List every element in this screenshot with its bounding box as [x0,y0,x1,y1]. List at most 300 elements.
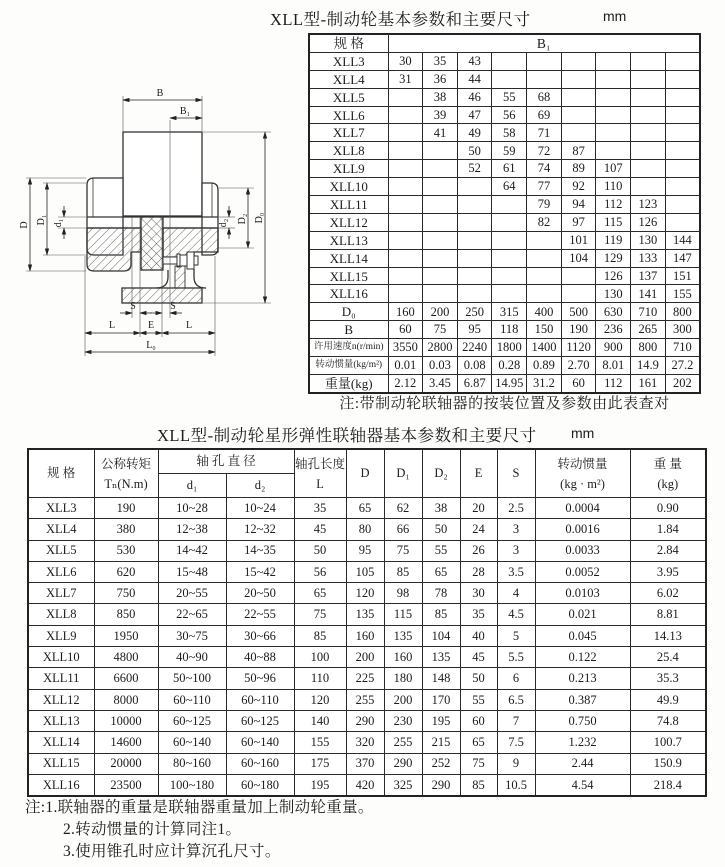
row-label: XLL7 [309,124,388,142]
weight-header-line1: 重 量 [653,456,682,471]
col-header-D2: D₂ [422,449,460,498]
table-cell: 52 [457,160,492,178]
table-cell: 4 [497,583,535,604]
table-cell: 135 [384,625,422,646]
row-label: XLL6 [28,561,94,582]
table-cell: 95 [457,321,492,339]
spec-header: 规 格 [309,34,388,52]
table-cell: 75 [423,321,458,339]
table-cell: 65 [460,732,497,753]
table-cell: 190 [561,321,596,339]
table-cell: 39 [423,106,458,124]
table-row [309,106,700,124]
table-cell: 7 [497,710,535,731]
table-cell: 900 [596,339,631,357]
table-cell: 60~110 [158,689,226,710]
table-cell: 3.45 [423,374,458,392]
table-row [28,689,706,710]
col-header-bore-dia: 轴 孔 直 径 [158,449,294,474]
dim-label-D0: D₀ [254,212,265,224]
table-cell: 126 [631,213,666,231]
table-cell [457,267,492,285]
row-label: XLL10 [28,647,94,668]
inertia-header-line2: (kg · m²) [560,476,605,491]
table-cell: 79 [527,196,562,214]
table-cell: 630 [596,303,631,321]
table-cell: 60 [561,374,596,392]
table-cell: 290 [346,710,384,731]
table-cell [596,52,631,70]
table-row [309,357,700,375]
table-cell: 36 [423,70,458,88]
table-cell: 8.81 [630,604,706,625]
table-cell: 850 [94,604,158,625]
table-cell: 55 [492,88,527,106]
table-cell: 49.9 [630,689,706,710]
table-cell: 60~110 [226,689,294,710]
table-cell: 55 [460,689,497,710]
table-cell [527,70,562,88]
table-cell [492,52,527,70]
table-cell [492,213,527,231]
table-cell: 0.045 [535,625,630,646]
table-cell: 420 [346,774,384,796]
table-cell: 160 [388,303,423,321]
table-cell [665,106,700,124]
table-cell [527,231,562,249]
table-cell: 60~140 [226,732,294,753]
table-cell: 25.4 [630,647,706,668]
table-cell: 0.28 [492,357,527,375]
table-cell: 68 [527,88,562,106]
table-cell: 59 [492,142,527,160]
table-cell: 151 [665,267,700,285]
table-cell: 0.122 [535,647,630,668]
table-cell: 85 [384,561,422,582]
table-cell: 23500 [94,774,158,796]
table-cell: 110 [596,178,631,196]
table-cell: 45 [294,519,346,540]
table-cell: 1.232 [535,732,630,753]
table-cell: 160 [346,625,384,646]
table-cell [596,142,631,160]
table-cell: 200 [346,647,384,668]
table-cell: 150 [527,321,562,339]
table-cell: 190 [94,498,158,519]
table-cell [527,267,562,285]
table-cell: 49 [457,124,492,142]
dim-label-S-left: S [130,301,136,312]
table-cell: 31.2 [527,374,562,392]
table-cell: 30~66 [226,625,294,646]
table-cell: 10~28 [158,498,226,519]
table-cell: 64 [492,178,527,196]
table-row [309,178,700,196]
table-cell: 60 [388,321,423,339]
table-cell: 620 [94,561,158,582]
table-cell: 5.5 [497,647,535,668]
table-cell: 28 [460,561,497,582]
table-cell [388,249,423,267]
dim-label-S-right: S [170,301,176,312]
table-cell: 38 [423,88,458,106]
table-cell [423,231,458,249]
row-label: XLL12 [309,213,388,231]
table-cell: 30~75 [158,625,226,646]
table-cell [665,52,700,70]
table-cell: 60~180 [226,774,294,796]
table-cell: 20 [460,498,497,519]
table-cell: 80 [346,519,384,540]
brake-wheel-params-table [308,33,701,394]
table-cell: 710 [631,303,666,321]
table-cell [561,267,596,285]
table-row [309,124,700,142]
table-cell [457,213,492,231]
table-cell [457,285,492,303]
table-cell: 85 [460,774,497,796]
footnote-3: 3.使用锥孔时应计算沉孔尺寸。 [63,843,281,860]
table-cell: 200 [384,689,422,710]
table-cell: 38 [422,498,460,519]
row-label: XLL10 [309,178,388,196]
table-cell: 41 [423,124,458,142]
table-cell [423,178,458,196]
table-cell: 123 [631,196,666,214]
table-cell: 72 [527,142,562,160]
table-cell [388,213,423,231]
table-cell: 35 [423,52,458,70]
table-cell [492,196,527,214]
table-row [309,52,700,70]
row-label: 许用速度n(r/min) [309,339,388,357]
table-cell: 20~55 [158,583,226,604]
weight-header-line2: (kg) [657,476,679,491]
table-cell: 530 [94,540,158,561]
table-cell [665,178,700,196]
torque-header-line2: Tₙ(N.m) [104,476,148,491]
table-cell: 3 [497,519,535,540]
table-cell: 129 [596,249,631,267]
bore-length-header-line2: L [316,476,324,491]
table-cell: 126 [596,267,631,285]
table1-title: XLL型-制动轮基本参数和主要尺寸 [270,10,531,29]
table-cell: 218.4 [630,774,706,796]
table-cell: 3.5 [497,561,535,582]
table-cell: 14~42 [158,540,226,561]
table-cell [388,231,423,249]
col-header-spec: 规 格 [28,449,94,498]
table-header-row-1 [28,449,706,474]
col-header-torque [94,449,158,498]
table-cell: 155 [294,732,346,753]
table-cell [388,267,423,285]
table-cell: 0.387 [535,689,630,710]
table-cell: 120 [294,689,346,710]
table-cell: 236 [596,321,631,339]
table-cell: 120 [346,583,384,604]
table-cell: 44 [457,70,492,88]
footnotes [25,797,374,863]
table-cell: 15~48 [158,561,226,582]
table-cell [527,249,562,267]
table-cell [492,249,527,267]
row-label: XLL11 [28,668,94,689]
table-cell: 95 [346,540,384,561]
bore-length-header-line1: 轴孔长度 [295,456,346,471]
table-row [309,285,700,303]
table-cell: 7.5 [497,732,535,753]
table-cell [388,124,423,142]
table-cell: 0.0033 [535,540,630,561]
table-cell [631,178,666,196]
row-label: XLL14 [28,732,94,753]
dim-label-L-left: L [108,320,116,331]
table-cell: 30 [460,583,497,604]
row-label: XLL15 [28,753,94,774]
table-row [309,303,700,321]
table-cell [561,124,596,142]
table-cell: 115 [384,604,422,625]
table-cell [665,142,700,160]
table-cell: 27.2 [665,357,700,375]
table-cell: 170 [422,689,460,710]
table-cell: 8000 [94,689,158,710]
table-cell [423,142,458,160]
table-cell: 85 [294,625,346,646]
row-label: XLL16 [28,774,94,796]
table-cell [561,106,596,124]
table-cell: 400 [527,303,562,321]
table-cell: 1400 [527,339,562,357]
table-cell: 110 [294,668,346,689]
table-cell: 140 [294,710,346,731]
table-cell [492,267,527,285]
table-cell: 0.0004 [535,498,630,519]
dim-label-D2: D₂ [237,213,248,225]
table-cell [423,213,458,231]
table-cell: 2.70 [561,357,596,375]
table-cell [665,70,700,88]
table2-unit-label: mm [571,425,595,441]
table-cell: 1950 [94,625,158,646]
table-cell: 56 [492,106,527,124]
table-cell: 100 [294,647,346,668]
table1-note: 注:带制动轮联轴器的按装位置及参数由此表查对 [339,396,670,412]
table-cell: 144 [665,231,700,249]
dim-label-L0: L₀ [146,340,156,351]
table-cell: 14.95 [492,374,527,392]
table-row [28,668,706,689]
table1-unit-label: mm [603,8,627,24]
table-row [28,710,706,731]
table-cell: 150.9 [630,753,706,774]
table-cell [665,124,700,142]
table-row [309,196,700,214]
col-header-inertia [535,449,630,498]
footnote-2: 2.转动惯量的计算同注1。 [63,821,242,838]
table-cell: 50~100 [158,668,226,689]
table-cell: 0.213 [535,668,630,689]
table-cell: 14.13 [630,625,706,646]
table-row [309,231,700,249]
table-cell: 180 [384,668,422,689]
inertia-header-line1: 转动惯量 [557,456,608,471]
table-cell: 320 [346,732,384,753]
table-cell: 4.5 [497,604,535,625]
table-cell [388,285,423,303]
table-cell: 104 [422,625,460,646]
table-cell: 252 [422,753,460,774]
table-cell: 71 [527,124,562,142]
table-cell: 137 [631,267,666,285]
table-cell [388,88,423,106]
row-label: XLL13 [28,710,94,731]
table-cell: 255 [384,732,422,753]
table-cell: 0.01 [388,357,423,375]
table-cell: 147 [665,249,700,267]
table-cell: 250 [457,303,492,321]
table-row [309,249,700,267]
table-cell: 2240 [457,339,492,357]
table-cell: 2.12 [388,374,423,392]
table-row [309,88,700,106]
table-cell: 30 [388,52,423,70]
table-cell: 22~65 [158,604,226,625]
table-cell: 0.08 [457,357,492,375]
table-cell: 35 [294,498,346,519]
col-header-D: D [346,449,384,498]
coupling-cross-section-diagram [8,75,308,375]
table-cell: 100~180 [158,774,226,796]
table-cell: 60~160 [226,753,294,774]
table-cell: 1120 [561,339,596,357]
table-cell [388,178,423,196]
footnote-1: 注:1.联轴器的重量是联轴器重量加上制动轮重量。 [25,799,374,816]
table2-title: XLL型-制动轮星形弹性联轴器基本参数和主要尺寸 [157,426,537,445]
table-cell: 82 [527,213,562,231]
table-cell: 75 [384,540,422,561]
table-cell: 4.54 [535,774,630,796]
table-cell: 104 [561,249,596,267]
table-cell: 101 [561,231,596,249]
table-cell: 94 [561,196,596,214]
col-header-E: E [460,449,497,498]
table-cell: 195 [294,774,346,796]
table-cell: 370 [346,753,384,774]
table-cell [388,106,423,124]
table-cell [423,267,458,285]
table-cell [631,124,666,142]
table-cell: 2.84 [630,540,706,561]
dim-label-d1: d₁ [53,218,64,228]
table-cell: 200 [423,303,458,321]
table-cell: 202 [665,374,700,392]
table-cell: 46 [457,88,492,106]
row-label: XLL5 [28,540,94,561]
table-cell [527,285,562,303]
table-cell: 40~88 [226,647,294,668]
table-cell [457,178,492,196]
table-cell: 50~96 [226,668,294,689]
table-cell: 161 [631,374,666,392]
table-cell [388,196,423,214]
table-cell: 141 [631,285,666,303]
table-cell [423,160,458,178]
col-header-weight [630,449,706,498]
table-cell: 2.5 [497,498,535,519]
table-cell: 265 [631,321,666,339]
row-label: XLL14 [309,249,388,267]
row-label: XLL7 [28,583,94,604]
table-cell [457,231,492,249]
table-cell: 5 [497,625,535,646]
table-cell: 40 [460,625,497,646]
table-cell [596,88,631,106]
row-label: D₀ [309,303,388,321]
table-cell: 24 [460,519,497,540]
dim-label-E: E [147,320,155,331]
table-cell: 69 [527,106,562,124]
table-cell: 195 [422,710,460,731]
row-label: XLL8 [28,604,94,625]
table-cell [492,231,527,249]
table-cell: 3550 [388,339,423,357]
dim-label-D1: D₁ [36,214,47,226]
table-row [309,321,700,339]
row-label: XLL4 [28,519,94,540]
table-cell: 6600 [94,668,158,689]
table-cell [423,196,458,214]
table-cell: 14600 [94,732,158,753]
table-cell: 325 [384,774,422,796]
dim-label-L-right: L [185,320,193,331]
table-cell [561,70,596,88]
table-cell [423,285,458,303]
row-label: XLL3 [309,52,388,70]
table-cell: 60~140 [158,732,226,753]
table-cell: 800 [665,303,700,321]
table-cell: 14~35 [226,540,294,561]
table-cell [596,106,631,124]
row-label: XLL8 [309,142,388,160]
row-label: XLL4 [309,70,388,88]
row-label: XLL11 [309,196,388,214]
table-cell: 89 [561,160,596,178]
table-cell: 3 [497,540,535,561]
table-row [309,374,700,392]
table-cell: 1.84 [630,519,706,540]
table-cell: 20~50 [226,583,294,604]
table-cell: 160 [384,647,422,668]
row-label: B [309,321,388,339]
table-cell: 10.5 [497,774,535,796]
table-cell: 31 [388,70,423,88]
table-cell: 74.8 [630,710,706,731]
table-cell: 255 [346,689,384,710]
table-cell: 155 [665,285,700,303]
table-cell: 40~90 [158,647,226,668]
table-row [28,561,706,582]
row-label: XLL12 [28,689,94,710]
table-cell: 80~160 [158,753,226,774]
table-cell: 14.9 [631,357,666,375]
table-cell: 45 [460,647,497,668]
table-cell: 135 [346,604,384,625]
table-row [28,753,706,774]
table-cell: 0.021 [535,604,630,625]
torque-header-line1: 公称转矩 [100,456,151,471]
